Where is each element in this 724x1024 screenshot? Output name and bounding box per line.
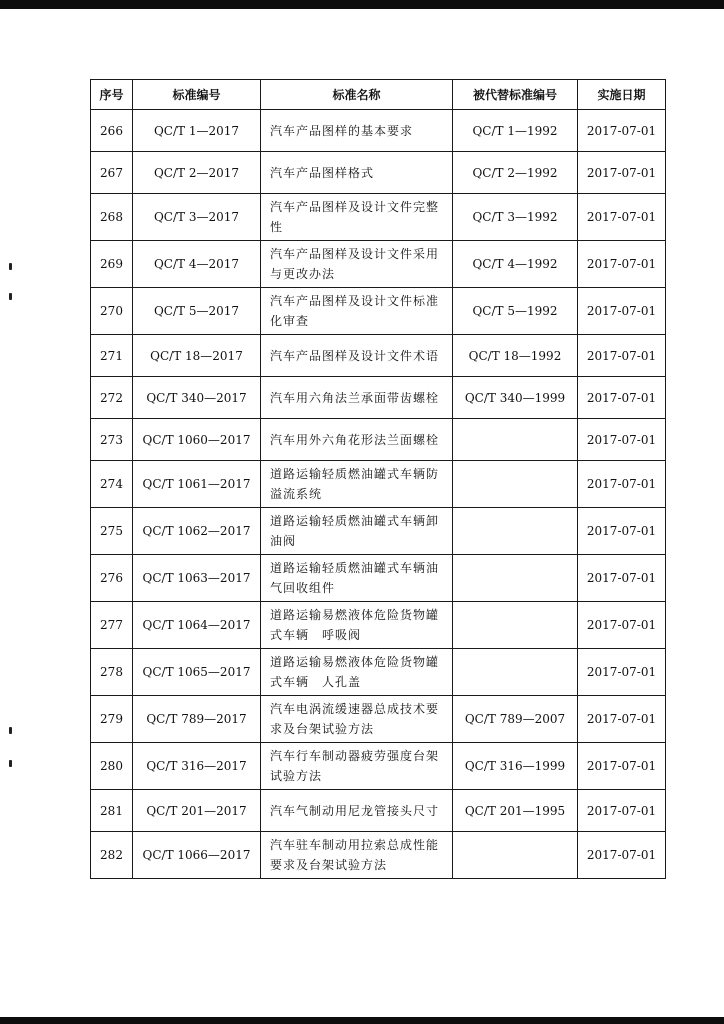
- table-row: [91, 419, 666, 461]
- date-cell: 2017-07-01: [578, 377, 666, 419]
- date-cell: 2017-07-01: [578, 241, 666, 288]
- seq-cell: 274: [91, 461, 133, 508]
- seq-cell: 281: [91, 790, 133, 832]
- name-cell: 汽车产品图样及设计文件标准化审查: [261, 288, 453, 335]
- seq-cell: 273: [91, 419, 133, 461]
- number-cell: QC/T 1066—2017: [133, 832, 261, 879]
- name-cell: 道路运输易燃液体危险货物罐式车辆 人孔盖: [261, 649, 453, 696]
- date-cell: 2017-07-01: [578, 419, 666, 461]
- name-cell: 汽车电涡流缓速器总成技术要求及台架试验方法: [261, 696, 453, 743]
- seq-cell: 269: [91, 241, 133, 288]
- number-cell: QC/T 3—2017: [133, 194, 261, 241]
- scan-speck: [9, 760, 12, 767]
- seq-cell: 279: [91, 696, 133, 743]
- date-cell: 2017-07-01: [578, 335, 666, 377]
- replaced-cell: [453, 555, 578, 602]
- scan-bottom-border: [0, 1017, 724, 1024]
- number-cell: QC/T 1061—2017: [133, 461, 261, 508]
- seq-cell: 266: [91, 110, 133, 152]
- date-cell: 2017-07-01: [578, 152, 666, 194]
- date-cell: 2017-07-01: [578, 508, 666, 555]
- table-row: [91, 194, 666, 241]
- table-row: [91, 335, 666, 377]
- seq-cell: 278: [91, 649, 133, 696]
- number-cell: QC/T 1062—2017: [133, 508, 261, 555]
- seq-cell: 272: [91, 377, 133, 419]
- number-cell: QC/T 340—2017: [133, 377, 261, 419]
- column-header-date: 实施日期: [578, 80, 666, 110]
- name-cell: 汽车驻车制动用拉索总成性能要求及台架试验方法: [261, 832, 453, 879]
- column-header-number: 标准编号: [133, 80, 261, 110]
- seq-cell: 282: [91, 832, 133, 879]
- number-cell: QC/T 18—2017: [133, 335, 261, 377]
- name-cell: 汽车产品图样的基本要求: [261, 110, 453, 152]
- date-cell: 2017-07-01: [578, 461, 666, 508]
- number-cell: QC/T 1064—2017: [133, 602, 261, 649]
- table-row: [91, 649, 666, 696]
- column-header-replaced: 被代替标准编号: [453, 80, 578, 110]
- replaced-cell: QC/T 340—1999: [453, 377, 578, 419]
- name-cell: 汽车用六角法兰承面带齿螺栓: [261, 377, 453, 419]
- name-cell: 汽车行车制动器疲劳强度台架试验方法: [261, 743, 453, 790]
- date-cell: 2017-07-01: [578, 288, 666, 335]
- seq-cell: 271: [91, 335, 133, 377]
- replaced-cell: QC/T 201—1995: [453, 790, 578, 832]
- number-cell: QC/T 1065—2017: [133, 649, 261, 696]
- table-row: [91, 110, 666, 152]
- name-cell: 汽车气制动用尼龙管接头尺寸: [261, 790, 453, 832]
- seq-cell: 276: [91, 555, 133, 602]
- number-cell: QC/T 2—2017: [133, 152, 261, 194]
- table-row: [91, 508, 666, 555]
- replaced-cell: QC/T 3—1992: [453, 194, 578, 241]
- replaced-cell: QC/T 5—1992: [453, 288, 578, 335]
- number-cell: QC/T 789—2017: [133, 696, 261, 743]
- table-row: [91, 696, 666, 743]
- name-cell: 道路运输轻质燃油罐式车辆油气回收组件: [261, 555, 453, 602]
- number-cell: QC/T 1060—2017: [133, 419, 261, 461]
- replaced-cell: QC/T 789—2007: [453, 696, 578, 743]
- table-header-row: [91, 80, 666, 110]
- date-cell: 2017-07-01: [578, 194, 666, 241]
- number-cell: QC/T 1—2017: [133, 110, 261, 152]
- standards-table: [90, 79, 666, 879]
- table-row: [91, 377, 666, 419]
- name-cell: 道路运输易燃液体危险货物罐式车辆 呼吸阀: [261, 602, 453, 649]
- scan-top-border: [0, 0, 724, 9]
- table-row: [91, 288, 666, 335]
- table-row: [91, 743, 666, 790]
- number-cell: QC/T 5—2017: [133, 288, 261, 335]
- date-cell: 2017-07-01: [578, 790, 666, 832]
- table-row: [91, 790, 666, 832]
- name-cell: 汽车产品图样及设计文件完整性: [261, 194, 453, 241]
- table-row: [91, 832, 666, 879]
- number-cell: QC/T 316—2017: [133, 743, 261, 790]
- date-cell: 2017-07-01: [578, 110, 666, 152]
- replaced-cell: QC/T 2—1992: [453, 152, 578, 194]
- seq-cell: 277: [91, 602, 133, 649]
- replaced-cell: [453, 461, 578, 508]
- seq-cell: 275: [91, 508, 133, 555]
- column-header-seq: 序号: [91, 80, 133, 110]
- replaced-cell: [453, 602, 578, 649]
- date-cell: 2017-07-01: [578, 696, 666, 743]
- scan-speck: [9, 293, 12, 300]
- name-cell: 道路运输轻质燃油罐式车辆防溢流系统: [261, 461, 453, 508]
- date-cell: 2017-07-01: [578, 602, 666, 649]
- replaced-cell: QC/T 18—1992: [453, 335, 578, 377]
- name-cell: 汽车产品图样及设计文件术语: [261, 335, 453, 377]
- replaced-cell: [453, 419, 578, 461]
- seq-cell: 268: [91, 194, 133, 241]
- table-row: [91, 461, 666, 508]
- name-cell: 汽车产品图样格式: [261, 152, 453, 194]
- seq-cell: 267: [91, 152, 133, 194]
- replaced-cell: QC/T 316—1999: [453, 743, 578, 790]
- replaced-cell: QC/T 4—1992: [453, 241, 578, 288]
- table-row: [91, 152, 666, 194]
- date-cell: 2017-07-01: [578, 743, 666, 790]
- scan-speck: [9, 263, 12, 270]
- number-cell: QC/T 4—2017: [133, 241, 261, 288]
- date-cell: 2017-07-01: [578, 555, 666, 602]
- name-cell: 汽车产品图样及设计文件采用与更改办法: [261, 241, 453, 288]
- replaced-cell: [453, 832, 578, 879]
- table-row: [91, 602, 666, 649]
- number-cell: QC/T 1063—2017: [133, 555, 261, 602]
- table-row: [91, 241, 666, 288]
- date-cell: 2017-07-01: [578, 649, 666, 696]
- number-cell: QC/T 201—2017: [133, 790, 261, 832]
- replaced-cell: [453, 649, 578, 696]
- replaced-cell: [453, 508, 578, 555]
- seq-cell: 280: [91, 743, 133, 790]
- date-cell: 2017-07-01: [578, 832, 666, 879]
- table-row: [91, 555, 666, 602]
- column-header-name: 标准名称: [261, 80, 453, 110]
- name-cell: 道路运输轻质燃油罐式车辆卸油阀: [261, 508, 453, 555]
- replaced-cell: QC/T 1—1992: [453, 110, 578, 152]
- scan-speck: [9, 727, 12, 734]
- seq-cell: 270: [91, 288, 133, 335]
- name-cell: 汽车用外六角花形法兰面螺栓: [261, 419, 453, 461]
